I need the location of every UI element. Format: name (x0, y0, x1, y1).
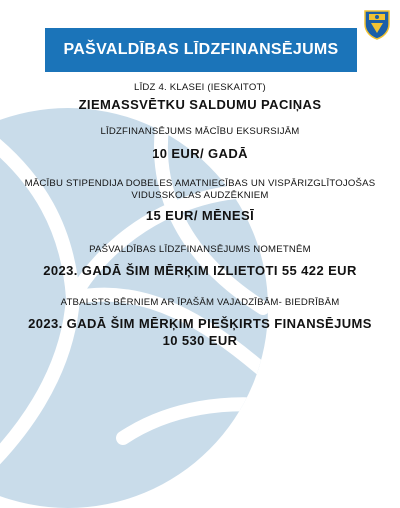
section-value-line1: 2023. GADĀ ŠIM MĒRĶIM PIEŠĶIRTS FINANSĒJUMS (28, 316, 372, 331)
section-camps (0, 244, 400, 297)
section-excursions (0, 124, 400, 178)
section-value-line2: 10 530 EUR (162, 333, 238, 348)
municipality-crest-icon (363, 8, 391, 40)
section-label: LĪDZ 4. KLASEI (IESKAITOT) (134, 82, 266, 93)
section-special-needs (0, 297, 400, 377)
section-value: ZIEMASSVĒTKU SALDUMU PACIŅAS (78, 97, 322, 112)
section-label-line2: VIDUSSKOLAS AUDZĒKNIEM (131, 190, 269, 201)
section-scholarship (0, 178, 400, 244)
title-banner (45, 28, 357, 72)
section-value: 2023. GADĀ ŠIM MĒRĶIM IZLIETOTI 55 422 EUR (43, 263, 357, 278)
cofinancing-list (0, 79, 400, 377)
section-label: LĪDZFINANSĒJUMS MĀCĪBU EKSURSIJĀM (100, 126, 300, 137)
section-value: 10 EUR/ GADĀ (152, 146, 248, 161)
section-label-line1: MĀCĪBU STIPENDIJA DOBELES AMATNIECĪBAS UN VISPĀRIZGLĪTOJOŠAS (24, 178, 376, 189)
section-label: ATBALSTS BĒRNIEM AR ĪPAŠĀM VAJADZĪBĀM- BIEDRĪBĀM (60, 297, 340, 308)
banner-title: PAŠVALDĪBAS LĪDZFINANSĒJUMS (63, 41, 339, 58)
section-christmas (0, 79, 400, 124)
section-value: 15 EUR/ MĒNESĪ (145, 208, 255, 223)
section-label: PAŠVALDĪBAS LĪDZFINANSĒJUMS NOMETNĒM (89, 244, 311, 255)
